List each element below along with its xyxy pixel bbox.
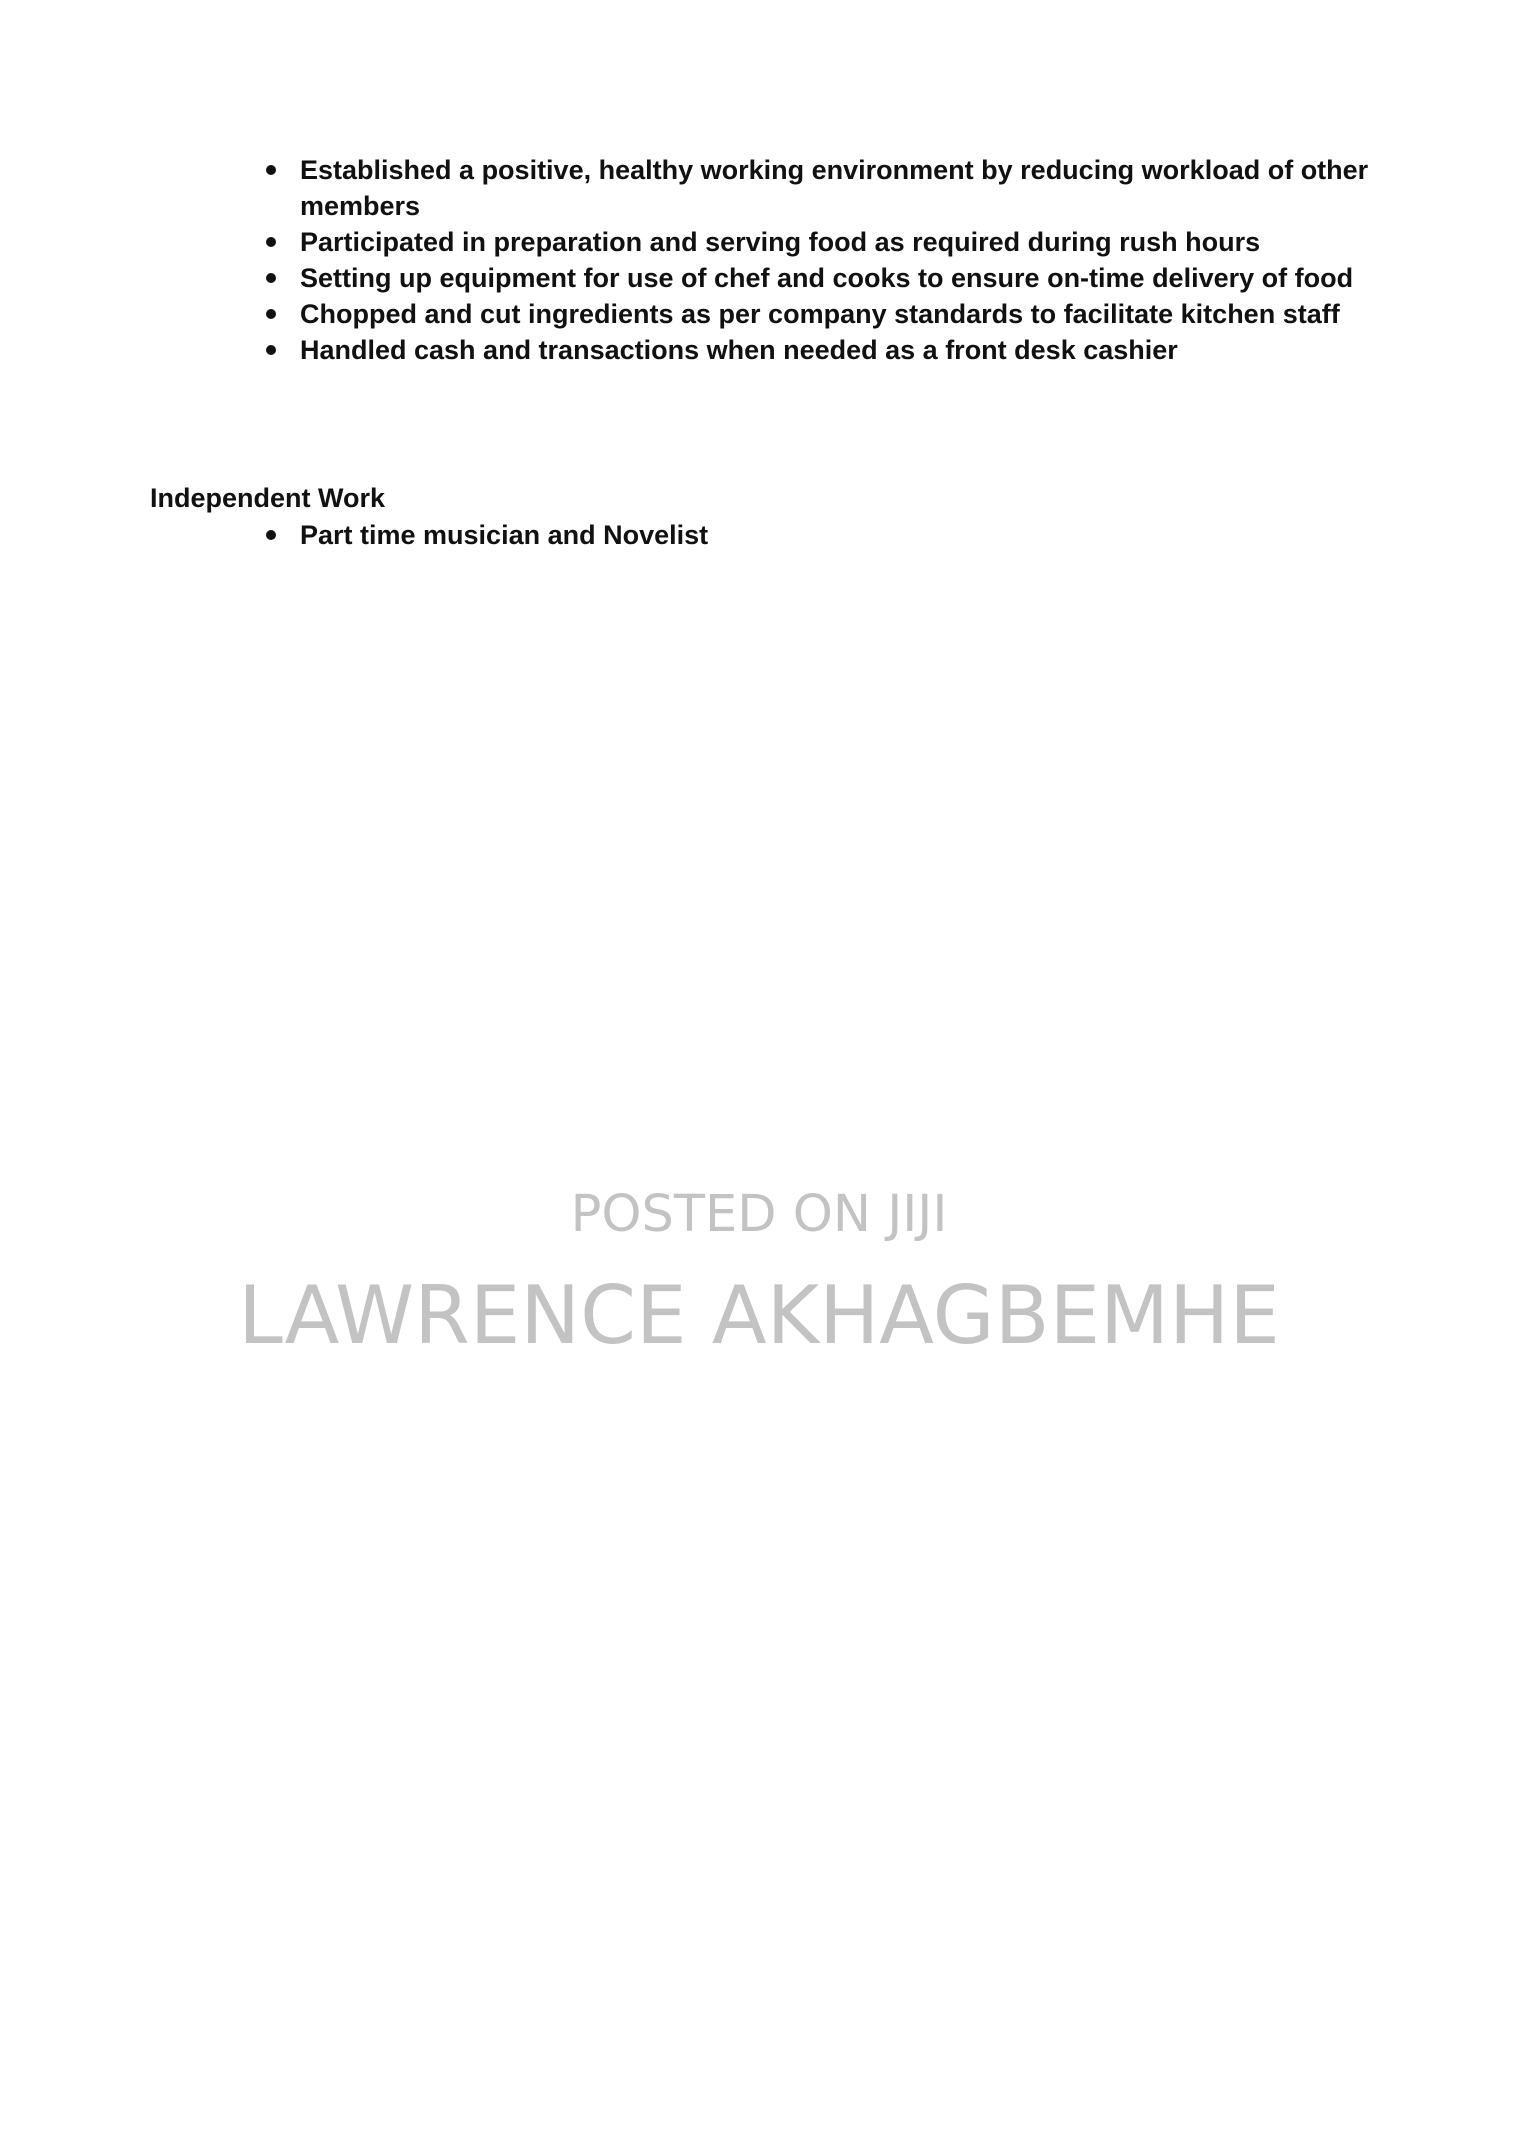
list-item (300, 517, 1380, 553)
list-item (300, 296, 1380, 332)
list-item-text: Part time musician and Novelist (300, 520, 709, 550)
experience-bullet-list (300, 152, 1380, 368)
bullet-icon (266, 309, 276, 319)
watermark-posted-on: POSTED ON JIJI (570, 1185, 948, 1244)
list-item (300, 332, 1380, 368)
bullet-icon (266, 273, 276, 283)
list-item-text: Chopped and cut ingredients as per company standards to facilitate kitchen staff (300, 299, 1340, 329)
bullet-icon (266, 165, 276, 175)
bullet-icon (266, 530, 276, 540)
list-item (300, 152, 1380, 224)
list-item (300, 260, 1380, 296)
list-item-text: Established a positive, healthy working environment by reducing workload of other members (300, 155, 1369, 221)
list-item-text: Participated in preparation and serving food as required during rush hours (300, 227, 1261, 257)
bullet-icon (266, 237, 276, 247)
independent-work-bullet-list (300, 517, 1380, 553)
bullet-icon (266, 345, 276, 355)
list-item-text: Setting up equipment for use of chef and cooks to ensure on-time delivery of food (300, 263, 1354, 293)
watermark-name: LAWRENCE AKHAGBEMHE (238, 1269, 1280, 1362)
independent-work-heading: Independent Work (150, 483, 386, 513)
list-item (300, 224, 1380, 260)
list-item-text: Handled cash and transactions when needed as a front desk cashier (300, 335, 1178, 365)
